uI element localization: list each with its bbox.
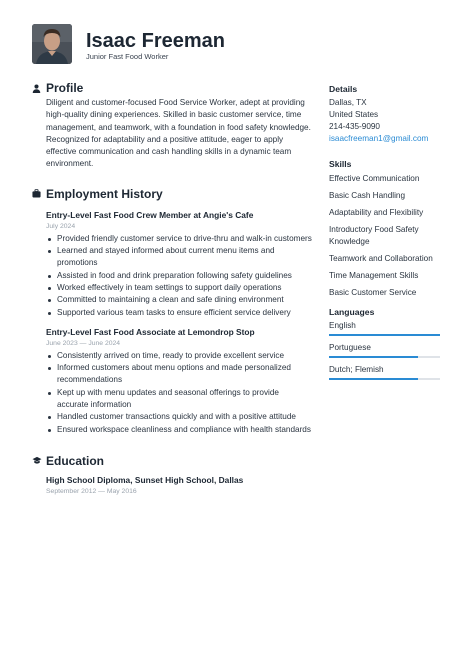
job-subtitle: Junior Fast Food Worker xyxy=(86,52,169,61)
education-degree: High School Diploma, Sunset High School, Dallas xyxy=(46,474,244,485)
skill-item: Basic Customer Service xyxy=(329,287,417,297)
person-icon xyxy=(32,84,46,93)
employment-title: Employment History xyxy=(46,186,163,201)
language-level-fill xyxy=(329,378,418,380)
profile-photo xyxy=(32,24,72,64)
languages-list xyxy=(329,320,441,380)
language-level-bar xyxy=(329,356,440,358)
profile-title: Profile xyxy=(46,81,84,95)
details-title: Details xyxy=(329,84,358,94)
language-name: Portuguese xyxy=(329,343,371,352)
list-item: Provided friendly customer service to drive-thru and walk-in customers xyxy=(46,233,312,245)
profile-text: Diligent and customer-focused Food Service Worker, adept at providing high-quality dining experiences. Skilled in basic customer service, time management, and teamwork, with a foundation in food safety knowledge. Recognized for adaptability and a positive attitude, eager to apply effective communication and cash handling skills in a dynamic team environment. xyxy=(46,98,311,169)
details-phone: 214-435-9090 xyxy=(329,122,380,131)
education-date: September 2012 — May 2016 xyxy=(46,487,137,495)
profile-heading xyxy=(32,80,312,96)
list-item: Committed to maintaining a clean and safe dining environment xyxy=(46,294,312,306)
job-entry xyxy=(32,210,312,319)
language-level-bar xyxy=(329,334,440,336)
language-name: Dutch; Flemish xyxy=(329,365,384,374)
skill-item: Basic Cash Handling xyxy=(329,191,406,200)
skill-item: Teamwork and Collaboration xyxy=(329,253,433,263)
details-country: United States xyxy=(329,110,379,119)
details-email-link[interactable]: isaacfreeman1@gmail.com xyxy=(329,134,429,143)
list-item: Supported various team tasks to ensure efficient service delivery xyxy=(46,307,312,319)
details-city: Dallas, TX xyxy=(329,98,367,107)
job-entry xyxy=(32,327,312,436)
job-title: Entry-Level Fast Food Associate at Lemondrop Stop xyxy=(46,326,255,337)
graduation-cap-icon xyxy=(32,456,46,465)
education-heading xyxy=(32,453,312,469)
languages-title: Languages xyxy=(329,307,375,317)
language-level-bar xyxy=(329,378,440,380)
education-entry xyxy=(32,475,312,495)
details-block xyxy=(329,97,441,145)
list-item: Handled customer transactions quickly and with a positive attitude xyxy=(46,411,312,423)
list-item: Kept up with menu updates and seasonal offerings to provide accurate information xyxy=(46,387,312,412)
side-column xyxy=(329,84,441,386)
job-date: July 2024 xyxy=(46,222,76,230)
list-item: Assisted in food and drink preparation following safety guidelines xyxy=(46,270,312,282)
skills-list xyxy=(329,173,441,298)
language-level-fill xyxy=(329,334,440,336)
avatar xyxy=(32,24,72,64)
skill-item: Introductory Food Safety Knowledge xyxy=(329,225,419,246)
skill-item: Time Management Skills xyxy=(329,270,419,280)
education-title: Education xyxy=(46,453,105,468)
skills-title: Skills xyxy=(329,159,352,169)
employment-heading xyxy=(32,186,312,202)
list-item: Learned and stayed informed about current menu items and promotions xyxy=(46,245,312,270)
list-item: Consistently arrived on time, ready to provide excellent service xyxy=(46,350,312,362)
list-item: Ensured workspace cleanliness and compliance with health standards xyxy=(46,424,312,436)
language-level-fill xyxy=(329,356,418,358)
briefcase-icon xyxy=(32,189,46,198)
job-bullets xyxy=(32,350,312,436)
skill-item: Adaptability and Flexibility xyxy=(329,208,424,217)
main-column xyxy=(32,80,312,495)
candidate-name: Isaac Freeman xyxy=(86,30,225,52)
job-date: June 2023 — June 2024 xyxy=(46,339,121,347)
language-name: English xyxy=(329,321,356,330)
list-item: Worked effectively in team settings to support daily operations xyxy=(46,282,312,294)
list-item: Informed customers about menu options and made personalized recommendations xyxy=(46,362,312,387)
skill-item: Effective Communication xyxy=(329,174,420,183)
job-bullets xyxy=(32,233,312,319)
job-title: Entry-Level Fast Food Crew Member at Angie's Cafe xyxy=(46,209,254,220)
